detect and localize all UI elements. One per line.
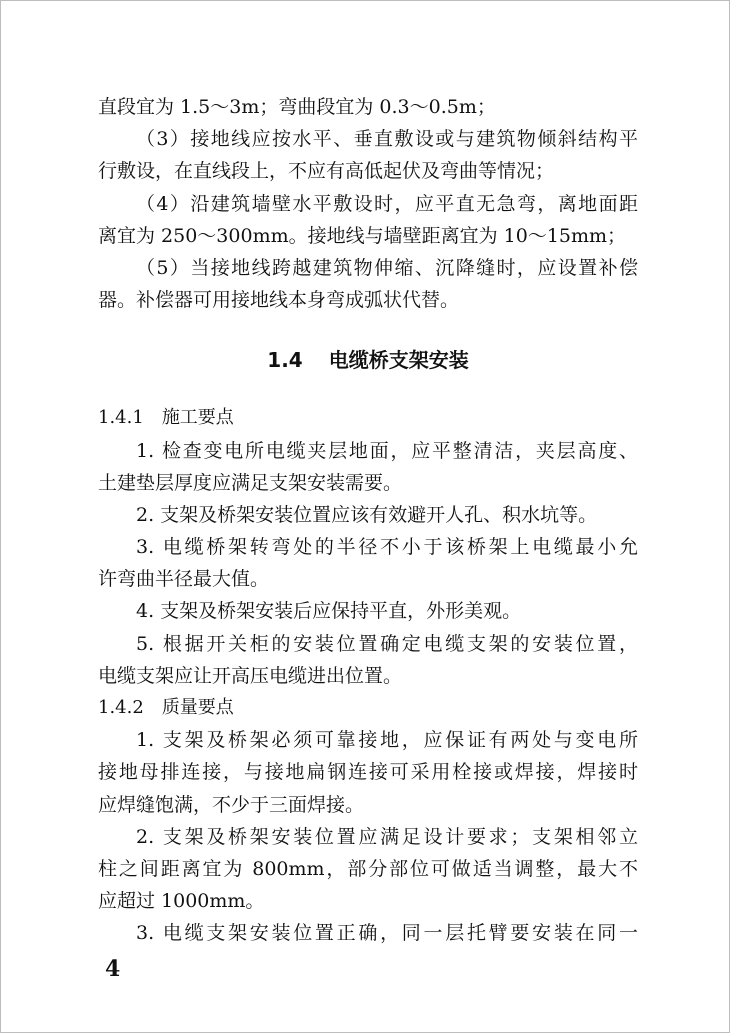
text-line: 离宜为 250～300mm。接地线与墙壁距离宜为 10～15mm； (98, 224, 627, 247)
subsection-title: 质量要点 (161, 697, 234, 718)
text-line: 土建垫层厚度应满足支架安装需要。 (98, 471, 403, 494)
text-line: 3. 电缆支架安装位置正确，同一层托臂要安装在同一 (136, 922, 638, 945)
page-body (98, 91, 638, 950)
section-heading (98, 340, 638, 380)
text-line: 电缆支架应让开高压电缆进出位置。 (98, 664, 403, 687)
subsection-heading (98, 692, 638, 724)
subsection-heading (98, 402, 638, 434)
text-line: 4. 支架及桥架安装后应保持平直，外形美观。 (136, 600, 522, 623)
text-line: 2. 支架及桥架安装位置应该有效避开人孔、积水坑等。 (136, 503, 598, 526)
text-line: 直段宜为 1.5～3m；弯曲段宜为 0.3～0.5m； (98, 96, 496, 118)
section-number: 1.4 (267, 348, 303, 373)
text-line: 1. 检查变电所电缆夹层地面，应平整清洁，夹层高度、 (136, 439, 638, 462)
section-title: 电缆桥支架安装 (328, 348, 469, 373)
text-line: （4）沿建筑墙壁水平敷设时，应平直无急弯，离地面距 (136, 192, 638, 215)
text-line: 器。补偿器可用接地线本身弯成弧状代替。 (98, 289, 460, 312)
text-line: （5）当接地线跨越建筑物伸缩、沉降缝时，应设置补偿 (136, 256, 638, 279)
text-line: 2. 支架及桥架安装位置应满足设计要求；支架相邻立 (136, 825, 638, 848)
subsection-number: 1.4.2 (98, 697, 144, 718)
text-line: 1. 支架及桥架必须可靠接地，应保证有两处与变电所 (136, 729, 638, 752)
subsection-title: 施工要点 (161, 407, 234, 429)
text-line: 柱之间距离宜为 800mm，部分部位可做适当调整，最大不 (98, 857, 638, 880)
text-line: 许弯曲半径最大值。 (98, 568, 270, 591)
subsection-number: 1.4.1 (98, 407, 144, 429)
text-line: 行敷设，在直线段上，不应有高低起伏及弯曲等情况； (98, 160, 555, 183)
text-line: 5. 根据开关柜的安装位置确定电缆支架的安装位置， (136, 632, 638, 655)
page-number: 4 (105, 956, 121, 982)
text-line: 接地母排连接，与接地扁钢连接可采用栓接或焊接，焊接时 (98, 761, 638, 784)
text-line: （3）接地线应按水平、垂直敷设或与建筑物倾斜结构平 (136, 128, 638, 151)
text-line: 3. 电缆桥架转弯处的半径不小于该桥架上电缆最小允 (136, 536, 638, 559)
text-line: 应焊缝饱满，不少于三面焊接。 (98, 793, 365, 816)
text-line: 应超过 1000mm。 (98, 890, 265, 913)
